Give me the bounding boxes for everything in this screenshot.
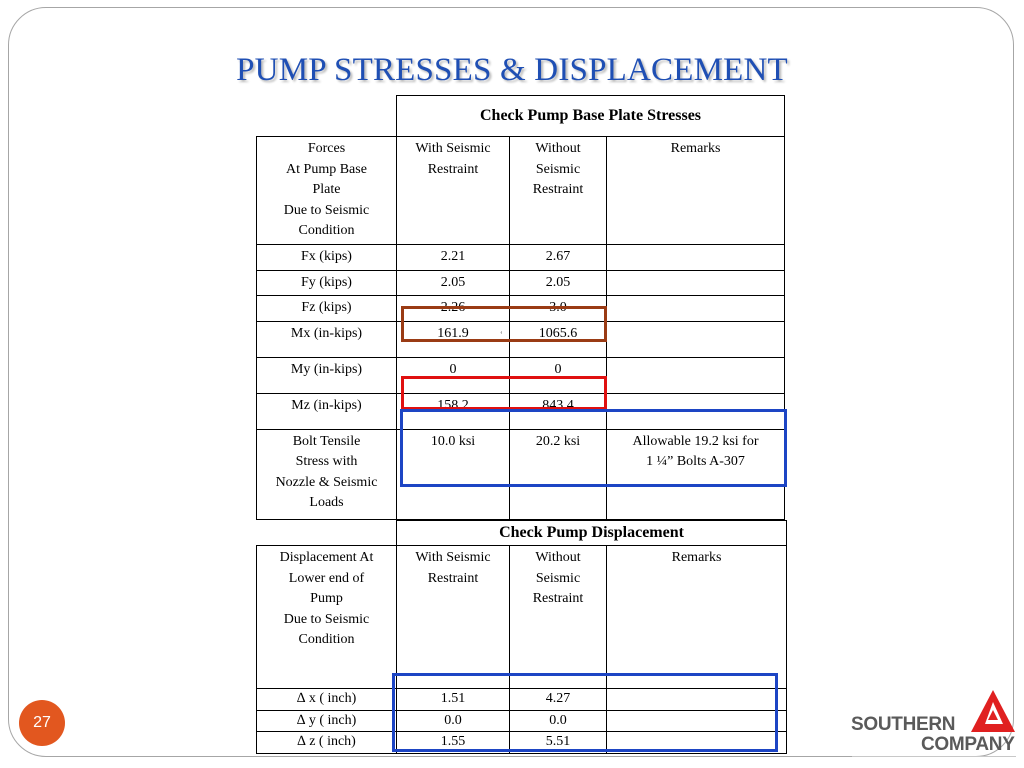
remarks-cell [607, 321, 785, 357]
table2-header-row [257, 546, 787, 689]
remarks-cell: Allowable 19.2 ksi for 1 ¼” Bolts A-307 [607, 429, 785, 519]
value-without-restraint: 4.27 [510, 689, 607, 711]
table-row [257, 245, 785, 271]
row-label: ∆ x ( inch) [257, 689, 397, 711]
page-number-badge: 27 [19, 700, 65, 746]
value-without-restraint: 0 [510, 357, 607, 393]
value-with-restraint: 2.21 [397, 245, 510, 271]
value-with-restraint: 2.05 [397, 270, 510, 296]
table-row [257, 270, 785, 296]
row-label: ∆ y ( inch) [257, 710, 397, 732]
table1-header-row [257, 137, 785, 245]
value-without-restraint: 2.05 [510, 270, 607, 296]
row-label: ∆ z ( inch) [257, 732, 397, 754]
value-with-restraint: 0 [397, 357, 510, 393]
value-without-restraint: 0.0 [510, 710, 607, 732]
remarks-cell [607, 296, 785, 322]
value-without-restraint: 5.51 [510, 732, 607, 754]
remarks-cell [607, 245, 785, 271]
value-without-restraint: 2.67 [510, 245, 607, 271]
value-without-restraint: 1065.6 [510, 321, 607, 357]
value-with-restraint: 10.0 ksi [397, 429, 510, 519]
remarks-cell [607, 270, 785, 296]
value-with-restraint: 0.0 [397, 710, 510, 732]
table2-blank-corner [257, 521, 397, 546]
table2-header-displacement: Displacement At Lower end of Pump Due to Seismic Condition [257, 546, 397, 689]
value-with-restraint: 158.2 [397, 393, 510, 429]
table1-blank-corner [257, 96, 397, 137]
table1-caption: Check Pump Base Plate Stresses [397, 96, 785, 137]
table1-header-with-restraint: With Seismic Restraint [397, 137, 510, 245]
value-with-restraint: 2.26 [397, 296, 510, 322]
logo-text-line1: SOUTHERN [851, 714, 956, 735]
row-label: Mx (in-kips) [257, 321, 397, 357]
mz-highlight-box [401, 376, 607, 410]
mx-highlight-box [401, 306, 607, 342]
row-label: Fx (kips) [257, 245, 397, 271]
value-with-restraint: 1.51 [397, 689, 510, 711]
value-without-restraint: 3.0 [510, 296, 607, 322]
table1-header-remarks: Remarks [607, 137, 785, 245]
stray-mark: ʿ [499, 330, 503, 342]
southern-company-logo [851, 688, 1021, 758]
remarks-cell [607, 357, 785, 393]
table2-header-without-restraint: Without Seismic Restraint [510, 546, 607, 689]
table2-header-remarks: Remarks [607, 546, 787, 689]
row-label: Fy (kips) [257, 270, 397, 296]
value-without-restraint: 20.2 ksi [510, 429, 607, 519]
displacement-highlight-box [392, 673, 778, 752]
value-with-restraint: 1.55 [397, 732, 510, 754]
table1-header-without-restraint: Without Seismic Restraint [510, 137, 607, 245]
logo-text-line2: COMPANY [921, 734, 1015, 755]
table1-header-forces: Forces At Pump Base Plate Due to Seismic Condition [257, 137, 397, 245]
bolt-stress-highlight-box [400, 409, 787, 487]
table2-header-with-restraint: With Seismic Restraint [397, 546, 510, 689]
table2-caption: Check Pump Displacement [397, 521, 787, 546]
slide-title: PUMP STRESSES & DISPLACEMENT [236, 52, 788, 88]
company-triangle-icon [969, 688, 1017, 738]
value-without-restraint: 843.4 [510, 393, 607, 429]
row-label: Mz (in-kips) [257, 393, 397, 429]
row-label: Bolt Tensile Stress with Nozzle & Seismic Loads [257, 429, 397, 519]
row-label: Fz (kips) [257, 296, 397, 322]
row-label: My (in-kips) [257, 357, 397, 393]
value-with-restraint: 161.9 ʿ [397, 321, 510, 357]
